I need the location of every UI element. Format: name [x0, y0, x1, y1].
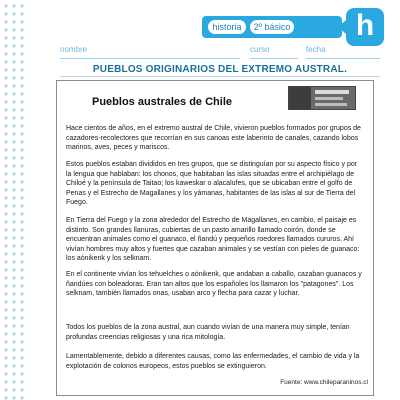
grade-badge: 2º básico	[250, 20, 294, 34]
newspaper-image-icon	[288, 86, 356, 110]
paragraph-1: Hace cientos de años, en el extremo austral de Chile, vivieron pueblos formados por grupos de cazadores-recolectores que recorrían en sus canoas este laberinto de canales, cazando lobos marinos, aves, peces y mariscos.	[66, 125, 361, 152]
paragraph-2: Estos pueblos estaban divididos en tres grupos, que se distinguían por su aspecto físico y por la lengua que hablaban: los chonos, que habitaban las islas situadas entre el archipiélago de Chiloé y la península de Taitao; los kaweskar o alacalufes, que se ubicaban entre el golfo de Penas y el Estrecho de Magallanes y los yámanas, habitantes de las islas al sur de Tierra del Fuego.	[66, 161, 358, 207]
student-info-fields	[60, 44, 380, 58]
paragraph-4: En el continente vivían los tehuelches o aónikenk, que andaban a caballo, cazaban guanacos y ñandúes con boleadoras. Eran tan altos que los españoles los llamaron los "patagones". Los selknam, también llamados onas, usaban arco y flecha para cazar y luchar.	[66, 271, 362, 298]
paragraph-6: Lamentablemente, debido a diferentes causas, como las enfermedades, el cambio de vida y la explotación de colonos europeos, estos pueblos se extinguieron.	[66, 353, 360, 370]
date-label: fecha	[306, 45, 326, 54]
course-label: curso	[250, 45, 270, 54]
name-label: nombre	[60, 45, 88, 54]
paragraph-3: En Tierra del Fuego y la zona alrededor del Estrecho de Magallanes, en cambio, el paisaje es distinto. Son grandes llanuras, cubiertas de un pasto amarillo llamado coirón, donde se encuentran animales como el guanaco, el ñandú y pequeños roedores llamados cururos. Ahí vivían hombres muy altos y fuertes que cazaban animales y se vestían con pieles de guanaco: los aónikenk y los selknam.	[66, 217, 360, 263]
history-logo-icon: h	[346, 8, 384, 46]
reading-title: Pueblos australes de Chile	[92, 96, 232, 108]
date-field[interactable]	[306, 44, 380, 59]
paragraph-5: Todos los pueblos de la zona austral, aun cuando vivían de una manera muy simple, tenían profundas creencias religiosas y una rica mitología.	[66, 324, 350, 341]
course-field[interactable]	[250, 44, 298, 59]
title-divider	[60, 76, 380, 77]
subject-badge: historia	[208, 20, 246, 34]
page-title: PUEBLOS ORIGINARIOS DEL EXTREMO AUSTRAL.	[92, 64, 348, 75]
source-credit: Fuente: www.chileparaninos.cl	[280, 379, 368, 386]
name-field[interactable]	[60, 44, 240, 59]
decorative-dot-border	[0, 0, 26, 400]
